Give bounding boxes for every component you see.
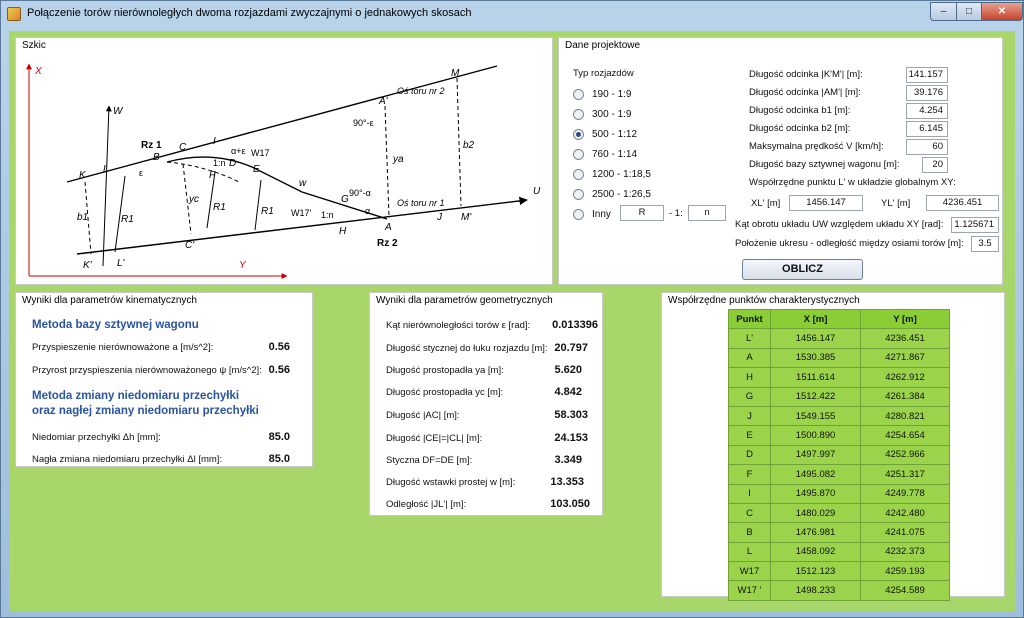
label-ya: ya: [393, 154, 404, 165]
w-axis-line: [103, 106, 109, 266]
label-e: E: [253, 164, 260, 175]
cell-point[interactable]: F: [729, 465, 771, 484]
sketch-group: [15, 37, 553, 285]
custom-r-input[interactable]: R: [620, 205, 664, 221]
design-data-title: Dane projektowe: [565, 40, 641, 51]
method2-heading-line1: Metoda zmiany niedomiaru przechyłki: [32, 390, 240, 402]
table-row[interactable]: [729, 542, 950, 561]
radio-button[interactable]: [573, 109, 584, 120]
method2-heading-line2: oraz nagłej zmiany niedomiaru przechyłki: [32, 405, 259, 417]
label-alpha: α: [365, 206, 371, 216]
kinematic-results-group: [15, 292, 313, 467]
switch-option-label: 300 - 1:9: [592, 108, 632, 120]
cell-point[interactable]: E: [729, 426, 771, 445]
yl-input[interactable]: 4236.451: [926, 195, 999, 211]
label-u: U: [533, 186, 541, 197]
label-b1: b1: [77, 212, 89, 223]
method1-heading: Metoda bazy sztywnej wagonu: [32, 319, 199, 331]
ya-dash: [385, 106, 389, 216]
label-r1-a: R1: [121, 214, 134, 225]
track-2-line: [67, 66, 497, 182]
field-b2-input[interactable]: 6.145: [906, 121, 948, 137]
geo-row-value: 20.797: [554, 342, 588, 354]
switch-option-2[interactable]: [573, 127, 637, 141]
cell-y[interactable]: 4236.451: [861, 329, 950, 348]
label-mp: M': [461, 212, 472, 223]
points-title: Współrzędne punktów charakterystycznych: [668, 295, 860, 306]
label-k: K: [79, 170, 86, 181]
cell-y[interactable]: 4242.480: [861, 503, 950, 522]
coords-label: Współrzędne punktu L' w układzie globalnym XY:: [749, 177, 956, 188]
switch-option-label: 500 - 1:12: [592, 128, 638, 140]
label-j: J: [437, 212, 442, 223]
switch-option-1[interactable]: [573, 107, 631, 121]
geo-row-label: Długość |CE|=|CL| [m]:: [386, 433, 483, 444]
table-row[interactable]: [729, 445, 950, 464]
title-bar: [1, 1, 1023, 27]
switch-option-label: Inny: [592, 208, 611, 220]
design-data-group: [558, 37, 1003, 285]
table-row[interactable]: [729, 348, 950, 367]
switch-type-label: Typ rozjazdów: [573, 68, 634, 79]
table-row[interactable]: [729, 387, 950, 406]
label-c: C: [179, 142, 187, 153]
cell-x[interactable]: 1497.997: [771, 445, 861, 464]
table-row[interactable]: [729, 329, 950, 348]
geo-row-value: 3.349: [554, 454, 582, 466]
cell-x[interactable]: 1498.233: [771, 581, 861, 600]
label-b2: b2: [463, 140, 475, 151]
cell-x[interactable]: 1549.155: [771, 406, 861, 425]
angle-label: Kąt obrotu układu UW względem układu XY [rad]:: [735, 219, 944, 230]
cell-x[interactable]: 1480.029: [771, 503, 861, 522]
table-row[interactable]: [729, 368, 950, 387]
switch-option-0[interactable]: [573, 87, 631, 101]
label-h: H: [339, 226, 347, 237]
cell-y[interactable]: 4254.589: [861, 581, 950, 600]
table-row[interactable]: [729, 562, 950, 581]
xl-input[interactable]: 1456.147: [789, 195, 863, 211]
kin-row-value: 85.0: [268, 453, 290, 465]
field-km-input[interactable]: 141.157: [906, 67, 948, 83]
geo-row-value: 0.013396: [552, 319, 598, 331]
table-row[interactable]: [729, 426, 950, 445]
cell-y[interactable]: 4271.867: [861, 348, 950, 367]
geo-row-label: Odległość |JL'| [m]:: [386, 499, 467, 510]
table-row[interactable]: [729, 503, 950, 522]
field-label-wagon-base: Długość bazy sztywnej wagonu [m]:: [749, 159, 900, 170]
switch-option-5[interactable]: [573, 187, 651, 201]
switch-option-label: 190 - 1:9: [592, 88, 632, 100]
kin-row-label: Przyspieszenie nierównoważone a [m/s^2]:: [32, 342, 214, 353]
label-alpha-eps: α+ε: [231, 146, 246, 156]
label-a: A: [385, 222, 392, 233]
kin-row-value: 85.0: [268, 431, 290, 443]
label-w: W: [113, 106, 123, 117]
cell-x[interactable]: 1530.385: [771, 348, 861, 367]
label-cp: C': [185, 240, 195, 251]
app-icon: [7, 7, 21, 21]
column-header-point[interactable]: Punkt: [729, 310, 771, 329]
cell-y[interactable]: 4252.966: [861, 445, 950, 464]
cell-y[interactable]: 4251.317: [861, 465, 950, 484]
switch-option-label: 1200 - 1:18,5: [592, 168, 651, 180]
label-1n-a: 1:n: [213, 158, 226, 168]
field-label-b1: Długość odcinka b1 [m]:: [749, 105, 851, 116]
label-l: L: [103, 164, 109, 175]
cell-x[interactable]: 1476.981: [771, 523, 861, 542]
kin-row-value: 0.56: [268, 341, 290, 353]
label-angle-top: 90°-ε: [353, 118, 374, 128]
label-w17p: W17': [291, 208, 312, 218]
kin-row-value: 0.56: [268, 364, 290, 376]
table-row[interactable]: [729, 465, 950, 484]
sketch-diagram: [17, 54, 553, 284]
cell-y[interactable]: 4262.912: [861, 368, 950, 387]
geo-row-value: 58.303: [554, 409, 588, 421]
cell-point[interactable]: W17: [729, 562, 771, 581]
geo-row-label: Długość |AC| [m]:: [386, 410, 460, 421]
field-b1-input[interactable]: 4.254: [906, 103, 948, 119]
cell-x[interactable]: 1456.147: [771, 329, 861, 348]
column-header-x[interactable]: X [m]: [771, 310, 861, 329]
label-track-2: Oś toru nr 2: [397, 86, 445, 96]
custom-separator: - 1:: [669, 208, 683, 219]
field-label-speed: Maksymalna prędkość V [km/h]:: [749, 141, 884, 152]
geo-row-value: 103.050: [550, 498, 590, 510]
cell-y[interactable]: 4249.778: [861, 484, 950, 503]
label-rz1: Rz 1: [141, 140, 162, 151]
close-button[interactable]: ✕: [981, 2, 1023, 21]
radio-button[interactable]: [573, 209, 584, 220]
yl-label: YL' [m]: [881, 198, 911, 209]
label-w-insert: w: [299, 178, 307, 189]
xl-label: XL' [m]: [751, 198, 781, 209]
switch-option-label: 760 - 1:14: [592, 148, 638, 160]
label-angle-bottom: 90°-α: [349, 188, 371, 198]
label-track-1: Oś toru nr 1: [397, 198, 445, 208]
geo-row-value: 4.842: [554, 386, 582, 398]
label-yc: yc: [189, 194, 199, 205]
label-w17: W17: [251, 148, 270, 158]
position-label: Położenie ukresu - odległość między osiami torów [m]:: [735, 238, 964, 249]
geo-row-label: Długość wstawki prostej w [m]:: [386, 477, 516, 488]
field-speed-input[interactable]: 60: [906, 139, 948, 155]
kin-row-label: Przyrost przyspieszenia nierównoważonego ψ [m/s^2]:: [32, 365, 262, 376]
label-i: I: [213, 136, 216, 147]
client-area: [9, 31, 1015, 611]
label-ap: A': [379, 96, 388, 107]
cell-point[interactable]: I: [729, 484, 771, 503]
cell-y[interactable]: 4254.654: [861, 426, 950, 445]
cell-point[interactable]: C: [729, 503, 771, 522]
cell-x[interactable]: 1511.614: [771, 368, 861, 387]
label-g: G: [341, 194, 349, 205]
field-am-input[interactable]: 39.176: [906, 85, 948, 101]
kin-row-label: Niedomiar przechyłki Δh [mm]:: [32, 432, 161, 443]
label-m: M: [451, 68, 460, 79]
switch-option-label: 2500 - 1:26,5: [592, 188, 651, 200]
cell-point[interactable]: J: [729, 406, 771, 425]
geo-row-value: 13.353: [550, 476, 584, 488]
minimize-button[interactable]: –: [930, 2, 957, 21]
label-kp: K': [83, 260, 92, 271]
kinematic-results-title: Wyniki dla parametrów kinematycznych: [22, 295, 197, 306]
table-row[interactable]: [729, 484, 950, 503]
field-wagon-base-input[interactable]: 20: [922, 157, 948, 173]
cell-x[interactable]: 1512.422: [771, 387, 861, 406]
geo-row-label: Kąt nierównoległości torów ε [rad]:: [386, 320, 531, 331]
field-label-am: Długość odcinka |AM'| [m]:: [749, 87, 861, 98]
radio-button[interactable]: [573, 149, 584, 160]
cell-point[interactable]: B: [729, 523, 771, 542]
geo-row-label: Długość stycznej do łuku rozjazdu [m]:: [386, 343, 548, 354]
column-header-y[interactable]: Y [m]: [861, 310, 950, 329]
radio-button[interactable]: [573, 189, 584, 200]
cell-x[interactable]: 1512.123: [771, 562, 861, 581]
x-axis-label: X: [35, 66, 42, 77]
r1-line-c: [255, 180, 261, 230]
label-r1-b: R1: [213, 202, 226, 213]
table-row[interactable]: [729, 523, 950, 542]
cell-y[interactable]: 4261.384: [861, 387, 950, 406]
geo-row-value: 5.620: [554, 364, 582, 376]
label-eps: ε: [139, 168, 144, 178]
geometric-results-group: [369, 292, 603, 516]
label-d: D: [229, 158, 237, 169]
cell-x[interactable]: 1495.870: [771, 484, 861, 503]
b2-dash: [457, 78, 461, 206]
table-row[interactable]: [729, 581, 950, 600]
field-label-b2: Długość odcinka b2 [m]:: [749, 123, 851, 134]
points-group: [661, 292, 1005, 597]
points-table: [728, 309, 950, 601]
cell-point[interactable]: W17 ': [729, 581, 771, 600]
label-rz2: Rz 2: [377, 238, 398, 249]
geo-row-value: 24.153: [554, 432, 588, 444]
custom-n-input[interactable]: n: [688, 205, 726, 221]
cell-x[interactable]: 1500.890: [771, 426, 861, 445]
cell-x[interactable]: 1458.092: [771, 542, 861, 561]
kin-row-label: Nagła zmiana niedomiaru przechyłki Δl [mm]:: [32, 454, 223, 465]
calculate-button[interactable]: OBLICZ: [742, 259, 863, 280]
field-label-km: Długość odcinka |K'M'| [m]:: [749, 69, 863, 80]
switch-option-3[interactable]: [573, 147, 637, 161]
geo-row-label: Długość prostopadła ya [m]:: [386, 365, 504, 376]
radio-button[interactable]: [573, 169, 584, 180]
cell-y[interactable]: 4232.373: [861, 542, 950, 561]
maximize-button[interactable]: □: [956, 2, 982, 21]
y-axis-label: Y: [239, 260, 246, 271]
label-1n-b: 1:n: [321, 210, 334, 220]
cell-point[interactable]: G: [729, 387, 771, 406]
cell-y[interactable]: 4259.193: [861, 562, 950, 581]
cell-point[interactable]: L: [729, 542, 771, 561]
cell-point[interactable]: A: [729, 348, 771, 367]
cell-point[interactable]: D: [729, 445, 771, 464]
cell-point[interactable]: H: [729, 368, 771, 387]
switch-option-4[interactable]: [573, 167, 651, 181]
window-title: Połączenie torów nierównoległych dwoma rozjazdami zwyczajnymi o jednakowych skosach: [27, 7, 472, 19]
cell-y[interactable]: 4241.075: [861, 523, 950, 542]
geometric-results-title: Wyniki dla parametrów geometrycznych: [376, 295, 553, 306]
radio-button-selected[interactable]: [573, 129, 584, 140]
geo-row-label: Styczna DF=DE [m]:: [386, 455, 473, 466]
sketch-title: Szkic: [22, 40, 46, 51]
position-input[interactable]: 3.5: [971, 236, 999, 252]
label-f: F: [209, 170, 216, 181]
cell-x[interactable]: 1495.082: [771, 465, 861, 484]
table-header-row: [729, 310, 950, 329]
switch-option-6[interactable]: [573, 207, 611, 221]
angle-input[interactable]: 1.125671: [951, 217, 999, 233]
cell-y[interactable]: 4280.821: [861, 406, 950, 425]
radio-button[interactable]: [573, 89, 584, 100]
cell-point[interactable]: L': [729, 329, 771, 348]
geo-row-label: Długość prostopadła yc [m]:: [386, 387, 504, 398]
label-b: B: [153, 152, 160, 163]
table-row[interactable]: [729, 406, 950, 425]
label-r1-c: R1: [261, 206, 274, 217]
label-lp: L': [117, 258, 125, 269]
